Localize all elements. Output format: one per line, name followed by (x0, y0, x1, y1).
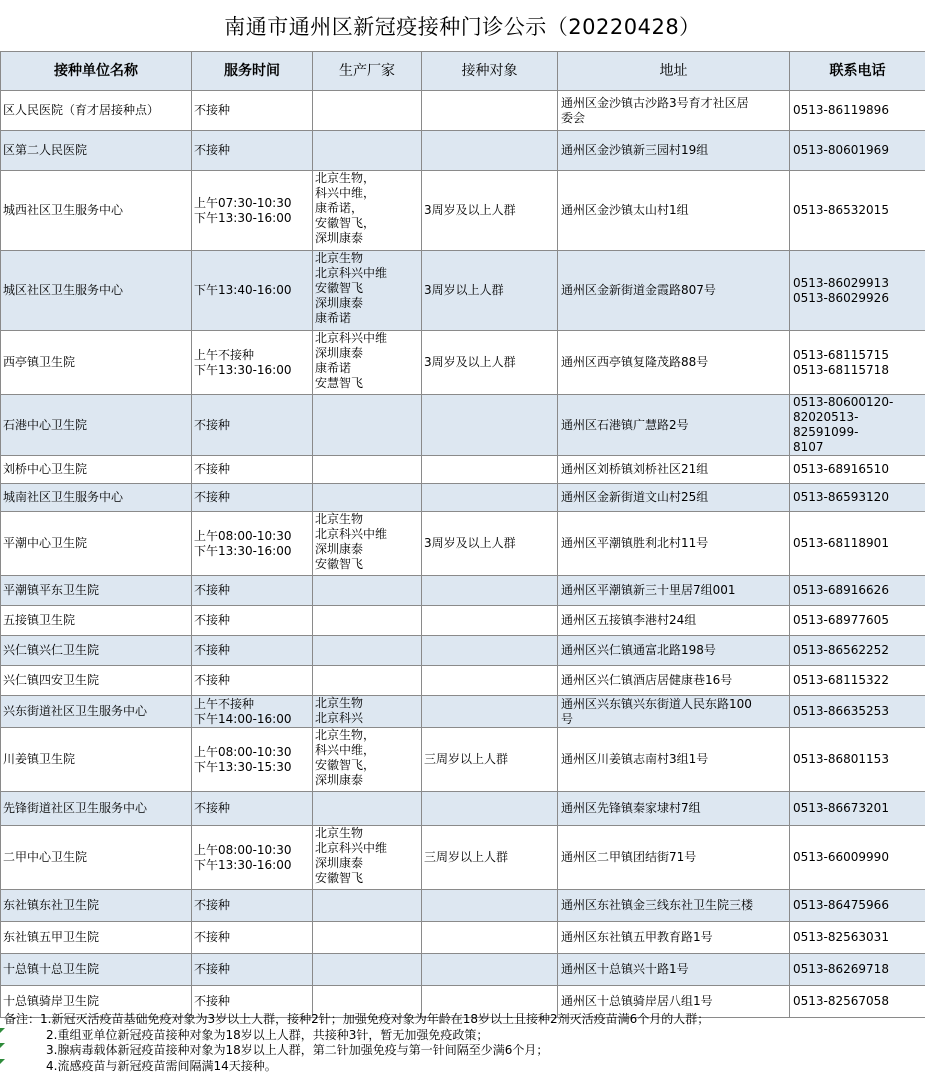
cell-line: 通州区兴仁镇酒店居健康巷16号 (561, 673, 733, 687)
target-cell (422, 576, 558, 606)
manufacturer-cell (313, 576, 422, 606)
manufacturer-cell (313, 728, 422, 792)
cell-line: 0513-86562252 (793, 643, 889, 657)
cell-line: 下午14:00-16:00 (194, 711, 292, 726)
comment-marker-icon (0, 1028, 5, 1033)
cell-line: 0513-86475966 (793, 898, 889, 912)
cell-line: 下午13:40-16:00 (194, 283, 292, 297)
cell-line: 通州区先锋镇秦家埭村7组 (561, 801, 701, 815)
unit-name-cell: 区第二人民医院 (1, 131, 192, 171)
cell-line: 0513-68115718 (793, 362, 889, 377)
service-time-cell (192, 395, 313, 456)
service-time-cell (192, 728, 313, 792)
phone-cell (790, 890, 925, 922)
manufacturer-cell (313, 456, 422, 484)
cell-line: 北京生物 (315, 512, 364, 526)
table-row (1, 826, 925, 890)
cell-line: 通州区东社镇金三线东社卫生院三楼 (561, 898, 754, 912)
cell-line: 不接种 (194, 462, 231, 476)
table-row (1, 636, 925, 666)
cell-line: 0513-86119896 (793, 103, 889, 117)
phone-cell (790, 728, 925, 792)
target-cell (422, 636, 558, 666)
target-cell (422, 91, 558, 131)
cell-line: 不接种 (194, 613, 231, 627)
service-time-cell (192, 890, 313, 922)
table-row (1, 91, 925, 131)
target-cell (422, 395, 558, 456)
unit-name-cell: 城西社区卫生服务中心 (1, 171, 192, 251)
target-cell: 3周岁以上人群 (422, 251, 558, 331)
cell-line: 北京科兴中维 (315, 331, 388, 345)
phone-cell (790, 456, 925, 484)
cell-line: 通州区石港镇广慧路2号 (561, 417, 689, 432)
cell-line: 0513-86801153 (793, 752, 889, 766)
phone-cell (790, 922, 925, 954)
cell-line: 北京科兴中维 (315, 527, 388, 541)
target-cell (422, 890, 558, 922)
comment-marker-icon (0, 1043, 5, 1048)
cell-line: 北京生物， (315, 728, 376, 742)
comment-marker-icon (0, 1059, 5, 1064)
notes (0, 1012, 925, 1074)
header-service-time: 服务时间 (192, 52, 313, 91)
note-text: 2.重组亚单位新冠疫苗接种对象为18岁以上人群，共接种3针，暂无加强免疫政策； (46, 1027, 489, 1042)
address-cell (558, 576, 790, 606)
cell-line: 0513-66009990 (793, 850, 889, 864)
table-row (1, 512, 925, 576)
cell-line: 安徽智飞 (315, 871, 364, 885)
phone-cell (790, 606, 925, 636)
unit-name-cell: 东社镇东社卫生院 (1, 890, 192, 922)
unit-name-cell: 西亭镇卫生院 (1, 331, 192, 395)
service-time-cell (192, 484, 313, 512)
address-cell (558, 331, 790, 395)
cell-line: 上午07:30-10:30 (194, 195, 292, 210)
table-row (1, 922, 925, 954)
phone-cell (790, 171, 925, 251)
service-time-cell (192, 331, 313, 395)
cell-line: 0513-80600120- (793, 395, 894, 409)
cell-line: 北京科兴 (315, 711, 364, 725)
cell-line: 通州区东社镇五甲教育路1号 (561, 930, 713, 944)
service-time-cell (192, 171, 313, 251)
unit-name-cell: 十总镇十总卫生院 (1, 954, 192, 986)
table-row (1, 696, 925, 728)
header-address: 地址 (558, 52, 790, 91)
cell-line: 号 (561, 711, 574, 726)
target-cell (422, 606, 558, 636)
note-text: 3.腺病毒载体新冠疫苗接种对象为18岁以上人群，第二针加强免疫与第一针间隔至少满6个月； (46, 1043, 549, 1057)
cell-line: 通州区十总镇骑岸居八组1号 (561, 994, 713, 1008)
cell-line: 下午13:30-16:00 (194, 210, 292, 225)
note-text: 4.流感疫苗与新冠疫苗需间隔满14天接种。 (46, 1058, 277, 1073)
service-time-cell (192, 792, 313, 826)
table-row (1, 456, 925, 484)
address-cell (558, 456, 790, 484)
target-cell: 3周岁及以上人群 (422, 171, 558, 251)
cell-line: 0513-86593120 (793, 490, 889, 504)
service-time-cell (192, 666, 313, 696)
target-cell (422, 484, 558, 512)
cell-line: 0513-68118901 (793, 536, 889, 550)
header-unit-name: 接种单位名称 (1, 52, 192, 91)
cell-line: 下午13:30-16:00 (194, 857, 292, 872)
cell-line: 不接种 (194, 103, 231, 117)
unit-name-cell: 刘桥中心卫生院 (1, 456, 192, 484)
unit-name-cell: 二甲中心卫生院 (1, 826, 192, 890)
unit-name-cell: 五接镇卫生院 (1, 606, 192, 636)
target-cell (422, 792, 558, 826)
note-line (0, 1012, 925, 1028)
service-time-cell (192, 251, 313, 331)
cell-line: 通州区平潮镇胜利北村11号 (561, 536, 709, 550)
service-time-cell (192, 131, 313, 171)
service-time-cell (192, 954, 313, 986)
phone-cell (790, 576, 925, 606)
cell-line: 不接种 (194, 417, 231, 432)
cell-line: 深圳康泰 (315, 231, 364, 245)
cell-line: 北京科兴中维 (315, 841, 388, 855)
cell-line: 北京生物 (315, 696, 364, 710)
cell-line: 不接种 (194, 801, 231, 815)
phone-cell (790, 331, 925, 395)
address-cell (558, 484, 790, 512)
cell-line: 不接种 (194, 673, 231, 687)
address-cell (558, 636, 790, 666)
table-row (1, 666, 925, 696)
target-cell: 3周岁及以上人群 (422, 512, 558, 576)
cell-line: 0513-68916510 (793, 462, 889, 476)
address-cell (558, 91, 790, 131)
manufacturer-cell (313, 395, 422, 456)
cell-line: 通州区金沙镇太山村1组 (561, 203, 689, 217)
phone-cell (790, 792, 925, 826)
manufacturer-cell (313, 512, 422, 576)
cell-line: 通州区金沙镇新三园村19组 (561, 143, 709, 157)
unit-name-cell: 城区社区卫生服务中心 (1, 251, 192, 331)
phone-cell (790, 251, 925, 331)
address-cell (558, 890, 790, 922)
cell-line: 0513-86269718 (793, 962, 889, 976)
unit-name-cell: 区人民医院（育才居接种点） (1, 91, 192, 131)
phone-cell (790, 91, 925, 131)
cell-line: 深圳康泰 (315, 296, 364, 310)
table-row (1, 131, 925, 171)
target-cell: 三周岁以上人群 (422, 728, 558, 792)
cell-line: 0513-86635253 (793, 704, 889, 718)
address-cell (558, 728, 790, 792)
address-cell (558, 131, 790, 171)
target-cell (422, 456, 558, 484)
cell-line: 82020513-82591099- (793, 410, 859, 439)
cell-line: 安徽智飞， (315, 758, 376, 772)
cell-line: 通州区西亭镇复隆茂路88号 (561, 355, 709, 369)
service-time-cell (192, 696, 313, 728)
manufacturer-cell (313, 696, 422, 728)
unit-name-cell: 兴仁镇四安卫生院 (1, 666, 192, 696)
note-line (0, 1043, 925, 1059)
cell-line: 通州区二甲镇团结街71号 (561, 850, 697, 864)
target-cell (422, 131, 558, 171)
unit-name-cell: 先锋街道社区卫生服务中心 (1, 792, 192, 826)
service-time-cell (192, 576, 313, 606)
cell-line: 安慧智飞 (315, 376, 364, 390)
cell-line: 0513-68115715 (793, 347, 889, 362)
cell-line: 0513-80601969 (793, 143, 889, 157)
address-cell (558, 696, 790, 728)
cell-line: 0513-68977605 (793, 613, 889, 627)
header-row (1, 52, 925, 91)
cell-line: 北京生物， (315, 171, 376, 185)
cell-line: 上午08:00-10:30 (194, 744, 292, 759)
cell-line: 深圳康泰 (315, 773, 364, 787)
unit-name-cell: 平潮镇平东卫生院 (1, 576, 192, 606)
unit-name-cell: 东社镇五甲卫生院 (1, 922, 192, 954)
unit-name-cell: 十总镇骑岸卫生院 (1, 986, 192, 1018)
manufacturer-cell (313, 91, 422, 131)
manufacturer-cell (313, 171, 422, 251)
cell-line: 深圳康泰 (315, 346, 364, 360)
target-cell: 3周岁及以上人群 (422, 331, 558, 395)
cell-line: 0513-86029926 (793, 290, 889, 305)
manufacturer-cell (313, 954, 422, 986)
service-time-cell (192, 922, 313, 954)
cell-line: 通州区兴东镇兴东街道人民东路100 (561, 696, 752, 711)
table-row (1, 890, 925, 922)
cell-line: 康希诺 (315, 311, 352, 325)
unit-name-cell: 石港中心卫生院 (1, 395, 192, 456)
cell-line: 不接种 (194, 583, 231, 597)
manufacturer-cell (313, 131, 422, 171)
cell-line: 不接种 (194, 898, 231, 912)
cell-line: 康希诺， (315, 201, 364, 215)
cell-line: 科兴中维， (315, 743, 376, 757)
cell-line: 通州区兴仁镇通富北路198号 (561, 643, 716, 657)
cell-line: 安徽智飞， (315, 216, 376, 230)
address-cell (558, 171, 790, 251)
phone-cell (790, 512, 925, 576)
cell-line: 通州区金新街道金霞路807号 (561, 283, 716, 297)
cell-line: 上午08:00-10:30 (194, 528, 292, 543)
cell-line: 通州区平潮镇新三十里居7组001 (561, 583, 736, 597)
address-cell (558, 826, 790, 890)
cell-line: 通州区金新街道文山村25组 (561, 490, 709, 504)
cell-line: 不接种 (194, 143, 231, 157)
table-row (1, 171, 925, 251)
table-row (1, 576, 925, 606)
manufacturer-cell (313, 792, 422, 826)
cell-line: 不接种 (194, 490, 231, 504)
service-time-cell (192, 606, 313, 636)
manufacturer-cell (313, 636, 422, 666)
cell-line: 8107 (793, 440, 824, 454)
service-time-cell (192, 456, 313, 484)
header-manufacturer: 生产厂家 (313, 52, 422, 91)
service-time-cell (192, 512, 313, 576)
phone-cell (790, 954, 925, 986)
target-cell (422, 696, 558, 728)
target-cell (422, 954, 558, 986)
service-time-cell (192, 636, 313, 666)
cell-line: 0513-82563031 (793, 930, 889, 944)
table-row (1, 606, 925, 636)
cell-line: 北京科兴中维 (315, 266, 388, 280)
address-cell (558, 666, 790, 696)
phone-cell (790, 484, 925, 512)
cell-line: 下午13:30-15:30 (194, 759, 292, 774)
cell-line: 0513-86029913 (793, 275, 889, 290)
table-row (1, 728, 925, 792)
cell-line: 深圳康泰 (315, 542, 364, 556)
address-cell (558, 954, 790, 986)
phone-cell (790, 826, 925, 890)
manufacturer-cell (313, 606, 422, 636)
address-cell (558, 922, 790, 954)
cell-line: 下午13:30-16:00 (194, 543, 292, 558)
cell-line: 北京生物 (315, 826, 364, 840)
note-text: 备注：1.新冠灭活疫苗基础免疫对象为3岁以上人群，接种2针；加强免疫对象为年龄在18岁以上且接种2剂灭活疫苗满6个月的人群； (4, 1012, 710, 1026)
manufacturer-cell (313, 826, 422, 890)
cell-line: 0513-82567058 (793, 994, 889, 1008)
address-cell (558, 606, 790, 636)
table-row (1, 792, 925, 826)
target-cell: 三周岁以上人群 (422, 826, 558, 890)
address-cell (558, 251, 790, 331)
clinic-table (0, 51, 925, 1018)
phone-cell (790, 666, 925, 696)
phone-cell (790, 696, 925, 728)
unit-name-cell: 川姜镇卫生院 (1, 728, 192, 792)
service-time-cell (192, 826, 313, 890)
table-row (1, 395, 925, 456)
phone-cell (790, 131, 925, 171)
table-row (1, 954, 925, 986)
cell-line: 不接种 (194, 994, 231, 1008)
address-cell (558, 792, 790, 826)
cell-line: 0513-86673201 (793, 801, 889, 815)
note-line (0, 1028, 925, 1044)
header-phone: 联系电话 (790, 52, 925, 91)
cell-line: 安徽智飞 (315, 557, 364, 571)
target-cell (422, 666, 558, 696)
cell-line: 通州区金沙镇古沙路3号育才社区居 (561, 95, 749, 110)
cell-line: 通州区五接镇李港村24组 (561, 613, 697, 627)
unit-name-cell: 平潮中心卫生院 (1, 512, 192, 576)
service-time-cell (192, 91, 313, 131)
manufacturer-cell (313, 890, 422, 922)
address-cell (558, 512, 790, 576)
cell-line: 通州区川姜镇志南村3组1号 (561, 752, 709, 766)
cell-line: 不接种 (194, 643, 231, 657)
manufacturer-cell (313, 331, 422, 395)
cell-line: 不接种 (194, 962, 231, 976)
table-row (1, 331, 925, 395)
unit-name-cell: 兴东街道社区卫生服务中心 (1, 696, 192, 728)
header-target: 接种对象 (422, 52, 558, 91)
unit-name-cell: 城南社区卫生服务中心 (1, 484, 192, 512)
page-title: 南通市通州区新冠疫接种门诊公示（20220428） (0, 0, 925, 52)
cell-line: 0513-86532015 (793, 203, 889, 217)
cell-line: 通州区刘桥镇刘桥社区21组 (561, 462, 709, 476)
manufacturer-cell (313, 251, 422, 331)
table-row (1, 251, 925, 331)
phone-cell (790, 395, 925, 456)
cell-line: 下午13:30-16:00 (194, 362, 292, 377)
cell-line: 北京生物 (315, 251, 364, 265)
cell-line: 0513-68115322 (793, 673, 889, 687)
target-cell (422, 922, 558, 954)
cell-line: 深圳康泰 (315, 856, 364, 870)
cell-line: 上午不接种 (194, 696, 255, 711)
cell-line: 0513-68916626 (793, 583, 889, 597)
address-cell (558, 395, 790, 456)
cell-line: 科兴中维， (315, 186, 376, 200)
cell-line: 康希诺 (315, 361, 352, 375)
cell-line: 委会 (561, 110, 586, 125)
manufacturer-cell (313, 922, 422, 954)
manufacturer-cell (313, 484, 422, 512)
cell-line: 上午08:00-10:30 (194, 842, 292, 857)
table-row (1, 484, 925, 512)
cell-line: 安徽智飞 (315, 281, 364, 295)
cell-line: 不接种 (194, 930, 231, 944)
cell-line: 上午不接种 (194, 347, 255, 362)
cell-line: 通州区十总镇兴十路1号 (561, 962, 689, 976)
unit-name-cell: 兴仁镇兴仁卫生院 (1, 636, 192, 666)
phone-cell (790, 636, 925, 666)
note-line (0, 1059, 925, 1075)
manufacturer-cell (313, 666, 422, 696)
